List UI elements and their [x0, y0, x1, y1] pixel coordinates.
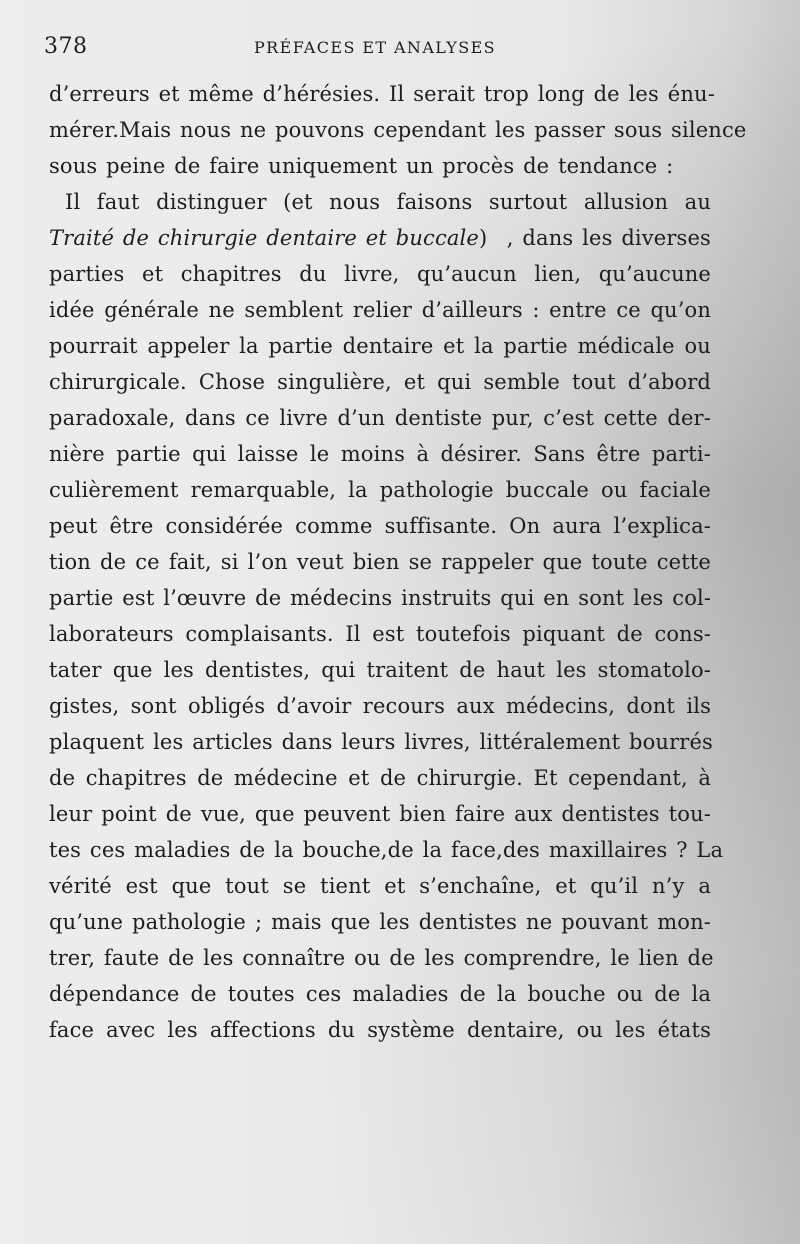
text-line-19: plaquent les articles dans leurs livres, littéralement bourrés — [49, 730, 713, 754]
text-line-27: face avec les affections du système dentaire, ou les états — [49, 1018, 711, 1042]
text-line-2: mérer.Mais nous ne pouvons cependant les passer sous silence — [49, 118, 747, 142]
text-line-6: parties et chapitres du livre, qu’aucun lien, qu’aucune — [49, 262, 711, 286]
text-line-10: paradoxale, dans ce livre d’un dentiste pur, c’est cette der- — [49, 406, 711, 430]
book-title: Traité de chirurgie dentaire et buccale — [49, 226, 479, 250]
text-line-22: tes ces maladies de la bouche,de la face,des maxillaires ? La — [49, 838, 724, 862]
text-line-5-right: , dans les diverses — [506, 226, 711, 250]
text-line-24: qu’une pathologie ; mais que les dentistes ne pouvant mon- — [49, 910, 711, 934]
text-line-20: de chapitres de médecine et de chirurgie. Et cependant, à — [49, 766, 711, 790]
text-line-11: nière partie qui laisse le moins à désirer. Sans être parti- — [49, 442, 711, 466]
text-line-7: idée générale ne semblent relier d’ailleurs : entre ce qu’on — [49, 298, 711, 322]
text-line-15: partie est l’œuvre de médecins instruits qui en sont les col- — [49, 586, 712, 610]
text-line-14: tion de ce fait, si l’on veut bien se rappeler que toute cette — [49, 550, 711, 574]
text-line-1: d’erreurs et même d’hérésies. Il serait trop long de les énu- — [49, 82, 715, 106]
text-line-23: vérité est que tout se tient et s’enchaîne, et qu’il n’y a — [49, 874, 711, 898]
text-line-5-left — [49, 220, 487, 256]
page-number: 378 — [44, 34, 88, 59]
text-line-26: dépendance de toutes ces maladies de la bouche ou de la — [49, 982, 711, 1006]
text-line-3: sous peine de faire uniquement un procès de tendance : — [49, 154, 674, 178]
body-text — [49, 76, 747, 1048]
page-header — [44, 34, 740, 60]
running-title: PRÉFACES ET ANALYSES — [254, 38, 497, 57]
text-line-8: pourrait appeler la partie dentaire et la partie médicale ou — [49, 334, 711, 358]
text-line-25: trer, faute de les connaître ou de les comprendre, le lien de — [49, 946, 714, 970]
book-title-close: ) — [479, 226, 488, 250]
text-line-17: tater que les dentistes, qui traitent de haut les stomatolo- — [49, 658, 711, 682]
text-line-9: chirurgicale. Chose singulière, et qui semble tout d’abord — [49, 370, 711, 394]
text-line-21: leur point de vue, que peuvent bien faire aux dentistes tou- — [49, 802, 711, 826]
text-line-5 — [49, 220, 711, 256]
text-line-4: Il faut distinguer (et nous faisons surtout allusion au — [65, 190, 711, 214]
text-line-16: laborateurs complaisants. Il est toutefois piquant de cons- — [49, 622, 711, 646]
text-line-13: peut être considérée comme suffisante. On aura l’explica- — [49, 514, 711, 538]
text-line-18: gistes, sont obligés d’avoir recours aux médecins, dont ils — [49, 694, 711, 718]
text-line-12: culièrement remarquable, la pathologie buccale ou faciale — [49, 478, 711, 502]
